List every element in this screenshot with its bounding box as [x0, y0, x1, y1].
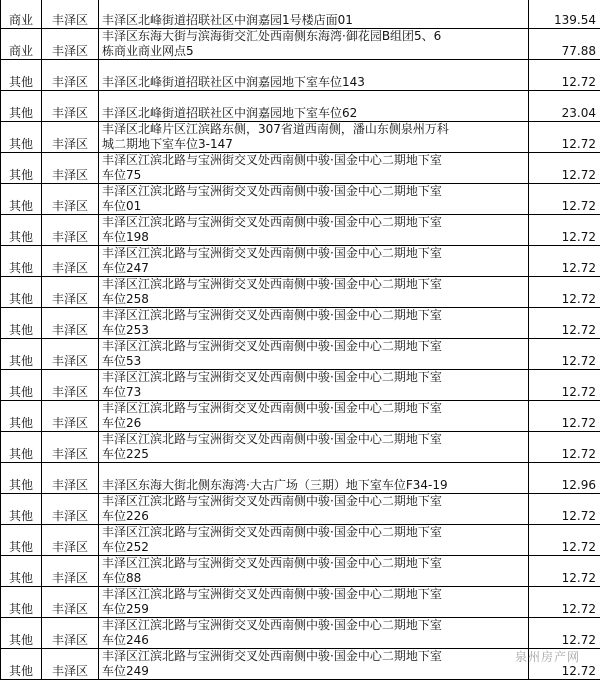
- address-line: 车位258: [102, 292, 149, 306]
- table-row: [1, 649, 600, 680]
- address-line: 丰泽区北峰街道招联社区中润嘉园1号楼店面01: [102, 13, 353, 27]
- area-cell: 12.72: [529, 618, 600, 649]
- property-type-cell: 其他: [1, 649, 42, 680]
- address-line: 车位249: [102, 664, 149, 678]
- address-cell: [99, 649, 529, 680]
- district-cell: 丰泽区: [42, 60, 99, 91]
- address-cell: [99, 277, 529, 308]
- address-cell: [99, 0, 529, 29]
- address-line: 丰泽区江滨北路与宝洲街交叉处西南侧中骏·国金中心二期地下室: [102, 587, 442, 601]
- property-type-cell: 其他: [1, 463, 42, 494]
- property-type-cell: 其他: [1, 618, 42, 649]
- table-row: [1, 91, 600, 122]
- address-cell: [99, 215, 529, 246]
- property-type-cell: 其他: [1, 525, 42, 556]
- address-line: 车位226: [102, 509, 149, 523]
- address-line: 丰泽区江滨北路与宝洲街交叉处西南侧中骏·国金中心二期地下室: [102, 432, 442, 446]
- address-line: 车位88: [102, 571, 142, 585]
- address-cell: [99, 60, 529, 91]
- area-cell: 77.88: [529, 29, 600, 60]
- table-row: [1, 401, 600, 432]
- address-cell: [99, 401, 529, 432]
- property-type-cell: 其他: [1, 246, 42, 277]
- address-cell: [99, 370, 529, 401]
- address-line: 车位259: [102, 602, 149, 616]
- table-row: [1, 587, 600, 618]
- area-cell: 12.72: [529, 60, 600, 91]
- address-line: 车位246: [102, 633, 149, 647]
- district-cell: 丰泽区: [42, 153, 99, 184]
- property-type-cell: 其他: [1, 556, 42, 587]
- area-cell: 23.04: [529, 91, 600, 122]
- address-line: 车位26: [102, 416, 142, 430]
- address-line: 丰泽区江滨北路与宝洲街交叉处西南侧中骏·国金中心二期地下室: [102, 153, 442, 167]
- district-cell: 丰泽区: [42, 618, 99, 649]
- table-row: [1, 60, 600, 91]
- district-cell: 丰泽区: [42, 246, 99, 277]
- address-line: 丰泽区东海大街北侧东海湾·大古广场（三期）地下室车位F34-19: [102, 478, 448, 492]
- area-cell: 12.96: [529, 463, 600, 494]
- property-type-cell: 其他: [1, 153, 42, 184]
- property-type-cell: 其他: [1, 184, 42, 215]
- address-cell: [99, 463, 529, 494]
- district-cell: 丰泽区: [42, 29, 99, 60]
- area-cell: 12.72: [529, 277, 600, 308]
- table-row: [1, 184, 600, 215]
- address-cell: [99, 184, 529, 215]
- address-line: 车位247: [102, 261, 149, 275]
- district-cell: 丰泽区: [42, 587, 99, 618]
- address-cell: [99, 153, 529, 184]
- property-type-cell: 其他: [1, 277, 42, 308]
- district-cell: 丰泽区: [42, 339, 99, 370]
- property-type-cell: 其他: [1, 60, 42, 91]
- area-cell: 12.72: [529, 215, 600, 246]
- district-cell: 丰泽区: [42, 308, 99, 339]
- address-line: 丰泽区江滨北路与宝洲街交叉处西南侧中骏·国金中心二期地下室: [102, 401, 442, 415]
- address-line: 丰泽区江滨北路与宝洲街交叉处西南侧中骏·国金中心二期地下室: [102, 246, 442, 260]
- district-cell: 丰泽区: [42, 215, 99, 246]
- table-row: [1, 246, 600, 277]
- table-row: [1, 525, 600, 556]
- address-line: 丰泽区江滨北路与宝洲街交叉处西南侧中骏·国金中心二期地下室: [102, 649, 442, 663]
- area-cell: 12.72: [529, 339, 600, 370]
- area-cell: 12.72: [529, 246, 600, 277]
- property-type-cell: 其他: [1, 401, 42, 432]
- address-line: 车位252: [102, 540, 149, 554]
- address-cell: [99, 29, 529, 60]
- address-cell: [99, 432, 529, 463]
- district-cell: 丰泽区: [42, 494, 99, 525]
- address-line: 车位198: [102, 230, 149, 244]
- district-cell: 丰泽区: [42, 649, 99, 680]
- area-cell: 12.72: [529, 587, 600, 618]
- table-row: [1, 29, 600, 60]
- table-row: [1, 277, 600, 308]
- address-line: 栋商业商业网点5: [102, 44, 194, 58]
- address-line: 车位253: [102, 323, 149, 337]
- table-row: [1, 339, 600, 370]
- area-cell: 12.72: [529, 122, 600, 153]
- property-type-cell: 其他: [1, 91, 42, 122]
- address-line: 丰泽区江滨北路与宝洲街交叉处西南侧中骏·国金中心二期地下室: [102, 308, 442, 322]
- property-type-cell: 其他: [1, 494, 42, 525]
- address-cell: [99, 122, 529, 153]
- address-cell: [99, 246, 529, 277]
- property-type-cell: 其他: [1, 370, 42, 401]
- address-line: 丰泽区江滨北路与宝洲街交叉处西南侧中骏·国金中心二期地下室: [102, 494, 442, 508]
- property-type-cell: 其他: [1, 308, 42, 339]
- property-type-cell: 其他: [1, 339, 42, 370]
- property-type-cell: 其他: [1, 215, 42, 246]
- address-line: 城二期地下室车位3-147: [102, 137, 233, 151]
- address-line: 丰泽区江滨北路与宝洲街交叉处西南侧中骏·国金中心二期地下室: [102, 277, 442, 291]
- table-row: [1, 0, 600, 29]
- area-cell: 12.72: [529, 153, 600, 184]
- table-row: [1, 556, 600, 587]
- address-line: 车位73: [102, 385, 142, 399]
- address-line: 车位01: [102, 199, 142, 213]
- address-line: 车位75: [102, 168, 142, 182]
- table-row: [1, 370, 600, 401]
- area-cell: 12.72: [529, 556, 600, 587]
- property-type-cell: 其他: [1, 122, 42, 153]
- address-line: 丰泽区北峰街道招联社区中润嘉园地下室车位143: [102, 75, 365, 89]
- property-table-body: [1, 0, 600, 680]
- area-cell: 139.54: [529, 0, 600, 29]
- area-cell: 12.72: [529, 649, 600, 680]
- address-cell: [99, 91, 529, 122]
- district-cell: 丰泽区: [42, 122, 99, 153]
- table-row: [1, 463, 600, 494]
- property-type-cell: 其他: [1, 587, 42, 618]
- address-line: 车位225: [102, 447, 149, 461]
- district-cell: 丰泽区: [42, 184, 99, 215]
- property-type-cell: 商业: [1, 29, 42, 60]
- address-line: 丰泽区北峰片区江滨路东侧，307省道西南侧，潘山东侧泉州万科: [102, 122, 449, 136]
- address-cell: [99, 494, 529, 525]
- district-cell: 丰泽区: [42, 432, 99, 463]
- watermark: 泉州房产网: [514, 650, 580, 664]
- district-cell: 丰泽区: [42, 91, 99, 122]
- address-cell: [99, 556, 529, 587]
- address-line: 丰泽区江滨北路与宝洲街交叉处西南侧中骏·国金中心二期地下室: [102, 184, 442, 198]
- district-cell: 丰泽区: [42, 401, 99, 432]
- address-cell: [99, 339, 529, 370]
- address-line: 丰泽区东海大街与滨海街交汇处西南侧东海湾·御花园B组团5、6: [102, 29, 442, 43]
- district-cell: 丰泽区: [42, 277, 99, 308]
- area-cell: 12.72: [529, 494, 600, 525]
- area-cell: 12.72: [529, 401, 600, 432]
- property-type-cell: 商业: [1, 0, 42, 29]
- table-row: [1, 494, 600, 525]
- table-row: [1, 308, 600, 339]
- area-cell: 12.72: [529, 308, 600, 339]
- area-cell: 12.72: [529, 525, 600, 556]
- area-cell: 12.72: [529, 432, 600, 463]
- address-line: 丰泽区江滨北路与宝洲街交叉处西南侧中骏·国金中心二期地下室: [102, 339, 442, 353]
- address-line: 丰泽区北峰街道招联社区中润嘉园地下室车位62: [102, 106, 358, 120]
- address-line: 丰泽区江滨北路与宝洲街交叉处西南侧中骏·国金中心二期地下室: [102, 525, 442, 539]
- address-line: 丰泽区江滨北路与宝洲街交叉处西南侧中骏·国金中心二期地下室: [102, 618, 442, 632]
- address-line: 丰泽区江滨北路与宝洲街交叉处西南侧中骏·国金中心二期地下室: [102, 370, 442, 384]
- address-line: 丰泽区江滨北路与宝洲街交叉处西南侧中骏·国金中心二期地下室: [102, 556, 442, 570]
- table-row: [1, 618, 600, 649]
- district-cell: 丰泽区: [42, 0, 99, 29]
- area-cell: 12.72: [529, 184, 600, 215]
- address-line: 车位53: [102, 354, 142, 368]
- district-cell: 丰泽区: [42, 525, 99, 556]
- table-row: [1, 432, 600, 463]
- address-cell: [99, 525, 529, 556]
- table-row: [1, 153, 600, 184]
- district-cell: 丰泽区: [42, 556, 99, 587]
- address-cell: [99, 618, 529, 649]
- district-cell: 丰泽区: [42, 463, 99, 494]
- district-cell: 丰泽区: [42, 370, 99, 401]
- table-row: [1, 122, 600, 153]
- address-line: 丰泽区江滨北路与宝洲街交叉处西南侧中骏·国金中心二期地下室: [102, 215, 442, 229]
- area-cell: 12.72: [529, 370, 600, 401]
- table-row: [1, 215, 600, 246]
- property-type-cell: 其他: [1, 432, 42, 463]
- address-cell: [99, 308, 529, 339]
- address-cell: [99, 587, 529, 618]
